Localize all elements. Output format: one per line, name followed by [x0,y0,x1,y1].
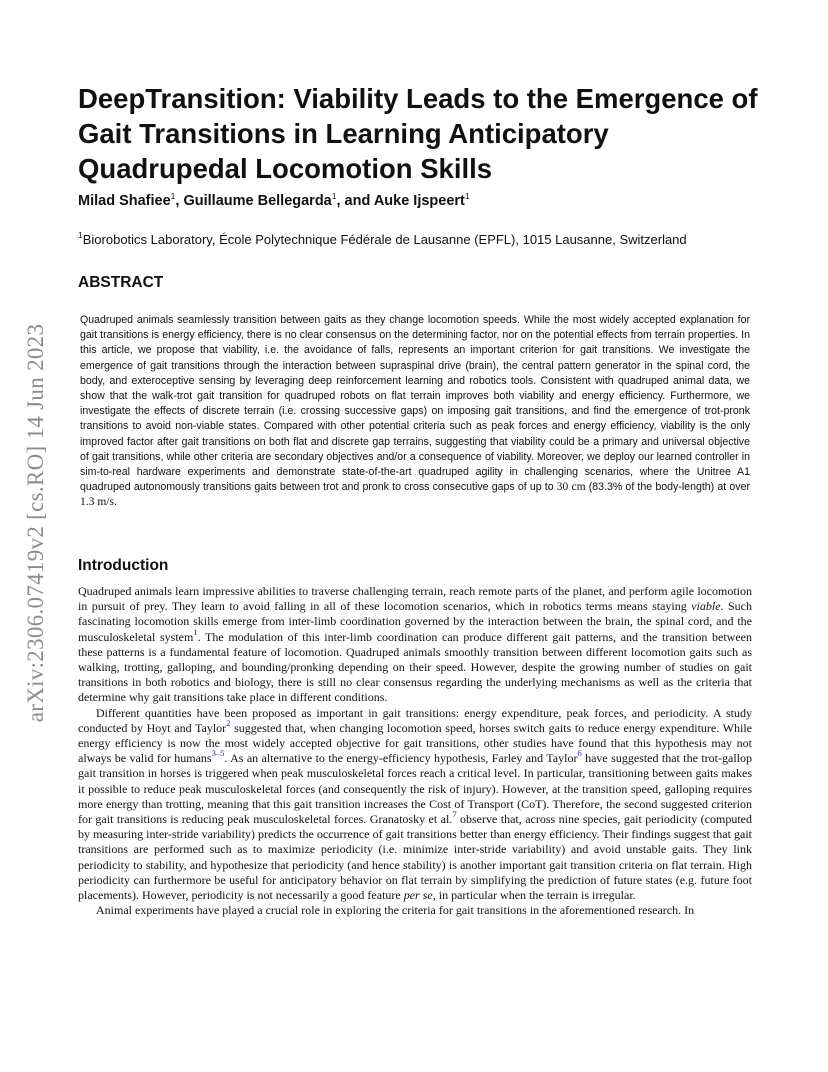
affiliation-text: Biorobotics Laboratory, École Polytechnique Fédérale de Lausanne (EPFL), 1015 Lausanne, Switzerland [82,232,687,247]
paragraph [78,584,752,706]
citation-link[interactable]: 1 [193,626,198,637]
arxiv-sidebar-stamp [14,288,58,758]
text-run: . Such fascinating locomotion skills emerge from inter-limb coordination governed by the interaction between the brain, the spinal cord, and the musculoskeletal system [78,599,753,644]
author-separator: , and [336,193,374,209]
text-run: . As an alternative to the energy-efficiency hypothesis, Farley and Taylor [224,751,578,766]
author-affiliation-mark: 1 [464,191,470,201]
abstract-heading: ABSTRACT [78,274,164,291]
arxiv-identifier: arXiv:2306.07419v2 [cs.RO] 14 Jun 2023 [23,323,48,723]
emphasis: viable [691,599,721,614]
paragraph [78,706,752,904]
affiliation-mark: 1 [78,230,83,240]
emphasis: per se [403,888,433,903]
author-separator: , [175,193,184,209]
citation-link[interactable]: 3–5 [211,748,225,759]
text-run: Different quantities have been proposed as important in gait transitions: energy expenditure, peak forces, and periodicity. A study conducted by Hoyt and Taylor [78,705,752,735]
text-run: , in particular when the terrain is irregular. [432,888,636,903]
text-run: have suggested that the trot-gallop gait transition in horses is triggered when peak musculoskeletal forces reach a critical level. In particular, transitioning between gaits makes it possible to reduce peak musculoskeletal forces (and consequently the risk of injury). However, at the transition speed, galloping requires more energy than trotting, meaning that this gait transition increases the Cost of Transport (CoT). Therefore, the second suggested criterion for gait transitions is reducing peak musculoskeletal forces. Granatosky et al. [78,751,752,827]
text-run: observe that, across nine species, gait periodicity (computed by measuring inter-stride variability) predicts the occurrence of gait transitions better than energy efficiency. Their findings suggest that gait transitions are performed such as to maximize periodicity (i.e. minimize inter-stride variability) and avoid unstable gaits. They link periodicity to stability, and hypothesize that periodicity (and hence stability) is another important gait transition criteria on flat terrain. High periodicity can furthermore be useful for anticipatory behavior on flat terrain by simplifying the prediction of future states (e.g. future foot placements). However, periodicity is not necessarily a good feature [78,812,752,903]
citation-link[interactable]: 2 [226,717,231,728]
speed-unit: m/s [97,496,114,509]
author-name: Auke Ijspeert [373,193,465,209]
gap-value: 30 [556,481,569,494]
citation-link[interactable]: 7 [452,809,457,820]
paper-title: DeepTransition: Viability Leads to the Emergence of Gait Transitions in Learning Anticipatory Quadrupedal Locomotion Skills [78,83,758,184]
abstract-body: Quadruped animals seamlessly transition between gaits as they change locomotion speeds. While the most widely accepted explanation for gait transitions is energy efficiency, there is no clear consensus on the determining factor, nor on the potential effects from terrain properties. In this article, we propose that viability, i.e. the avoidance of falls, represents an important criterion for gait transitions. We investigate the emergence of gait transitions through the interaction between supraspinal drive (brain), the central pattern generator in the spinal cord, the body, and exteroceptive sensing by leveraging deep reinforcement learning and robotics tools. Consistent with quadruped animal data, we show that the walk-trot gait transition for quadruped robots on flat terrain improves both viability and energy efficiency. Furthermore, we investigate the effects of discrete terrain (i.e. crossing successive gaps) on imposing gait transitions, and find the emergence of trot-pronk transitions to avoid non-viable states. Compared with other potential criteria such as peak forces and energy efficiency, viability is the only improved factor after gait transitions on both flat and discrete gap terrains, suggesting that viability could be a primary and universal objective of gait transitions, while other criteria are secondary objectives and/or a consequence of viability. Moreover, we deploy our learned controller in sim-to-real hardware experiments and demonstrate state-of-the-art quadruped agility in challenging scenarios, where the Unitree A1 quadruped autonomously transitions gaits between trot and pronk to cross consecutive gaps of up to [80,314,750,494]
author-affiliation-mark: 1 [331,191,337,201]
speed-value: 1.3 [80,496,95,509]
introduction-heading: Introduction [78,557,169,574]
paragraph: Animal experiments have played a crucial role in exploring the criteria for gait transitions in the aforementioned research. In [96,903,695,918]
author-list [78,193,778,209]
author-affiliation-mark: 1 [170,191,176,201]
abstract-end: . [113,496,117,509]
citation-link[interactable]: 6 [577,748,582,759]
text-run: . The modulation of this inter-limb coordination can produce different gait patterns, and the transition between these patterns is a fundamental feature of locomotion. Quadruped animals smoothly transition between different locomotion gaits such as walking, trotting, galloping, and bounding/pronking depending on their speed. However, despite the growing number of studies on gait transitions in both robotics and biology, there is still no clear consensus regarding the underlying mechanisms as well as the criteria that determine why gait transitions take place in different conditions. [78,629,752,705]
gap-unit: cm [571,481,586,494]
introduction-body [78,584,752,918]
text-run: suggested that, when changing locomotion speed, horses switch gaits to reduce energy expenditure. While energy efficiency is now the most widely accepted objective for gait transitions, other studies have found that this hypothesis may not always be valid for humans [78,720,752,766]
affiliation [78,232,778,247]
author-name: Milad Shafiee [78,193,171,209]
text-run: Quadruped animals learn impressive abilities to traverse challenging terrain, reach remote parts of the planet, and perform agile locomotion in pursuit of prey. They learn to avoid falling in all of these locomotion scenarios, which in robotics terms means staying [78,584,752,614]
abstract-mid-text: (83.3% of the body-length) at over [588,481,750,494]
author-name: Guillaume Bellegarda [183,193,332,209]
abstract-text [80,313,750,511]
